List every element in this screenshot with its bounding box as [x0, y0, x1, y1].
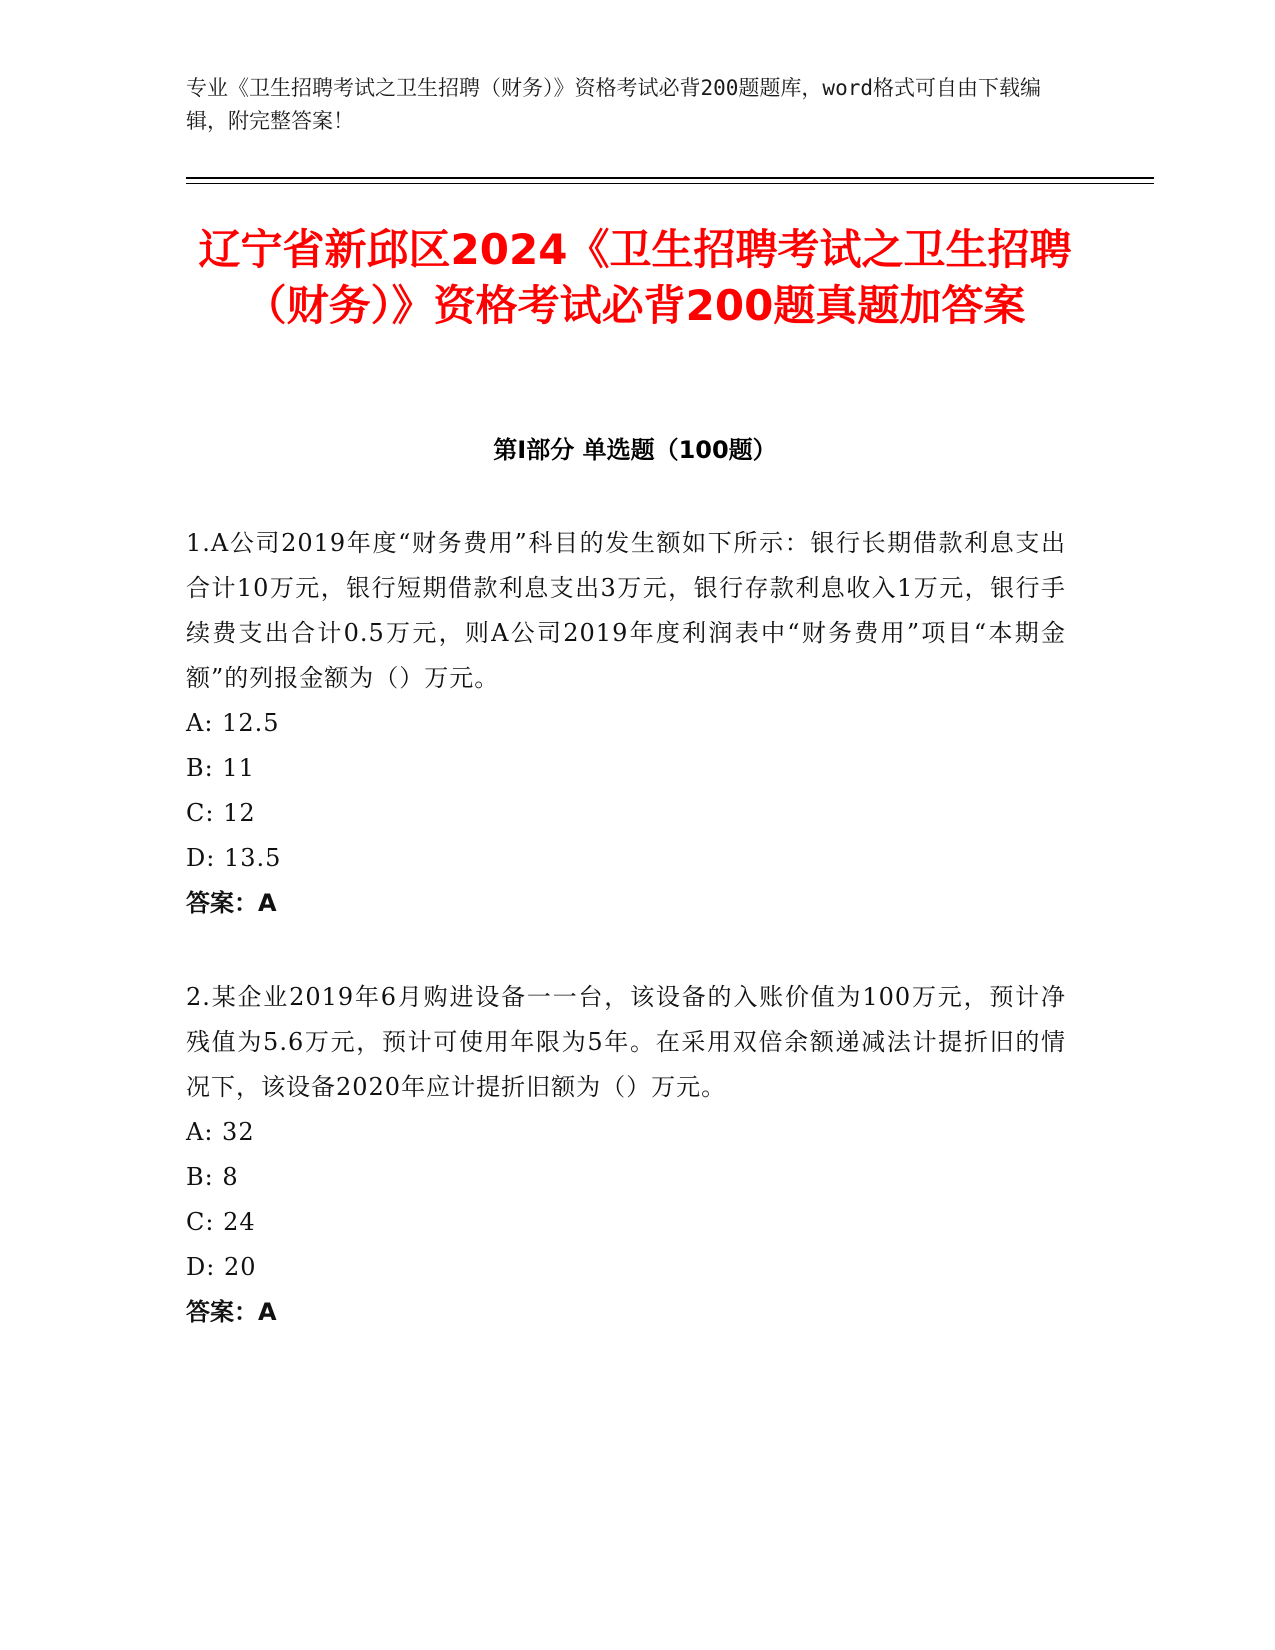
option-b: B: 11	[186, 754, 255, 782]
option-a: A: 32	[186, 1118, 255, 1146]
option-b: B: 8	[186, 1163, 239, 1191]
option-c: C: 12	[186, 799, 256, 827]
option-a: A: 12.5	[186, 709, 280, 737]
header-note: 专业《卫生招聘考试之卫生招聘（财务）》资格考试必背200题题库，word格式可自由下载编辑，附完整答案！	[186, 76, 1041, 133]
question-stem: 1.A公司2019年度“财务费用”科目的发生额如下所示：银行长期借款利息支出合计10万元，银行短期借款利息支出3万元，银行存款利息收入1万元，银行手续费支出合计0.5万元，则A公司2019年度利润表中“财务费用”项目“本期金额”的列报金额为（）万元。	[186, 529, 1066, 692]
option-c: C: 24	[186, 1208, 256, 1236]
question-1	[186, 521, 1066, 926]
header-divider-thick	[186, 177, 1154, 179]
question-2	[186, 975, 1066, 1335]
question-stem: 2.某企业2019年6月购进设备一一台，该设备的入账价值为100万元，预计净残值为5.6万元，预计可使用年限为5年。在采用双倍余额递减法计提折旧的情况下，该设备2020年应计提折旧额为（）万元。	[186, 983, 1066, 1101]
option-d: D: 13.5	[186, 844, 282, 872]
section-heading: 第I部分 单选题（100题）	[493, 436, 777, 464]
answer-line: 答案：A	[186, 1298, 277, 1326]
answer-line: 答案：A	[186, 889, 277, 917]
option-d: D: 20	[186, 1253, 257, 1281]
document-title: 辽宁省新邱区2024《卫生招聘考试之卫生招聘（财务）》资格考试必背200题真题加答案	[198, 225, 1072, 330]
header-divider-thin	[186, 183, 1154, 184]
